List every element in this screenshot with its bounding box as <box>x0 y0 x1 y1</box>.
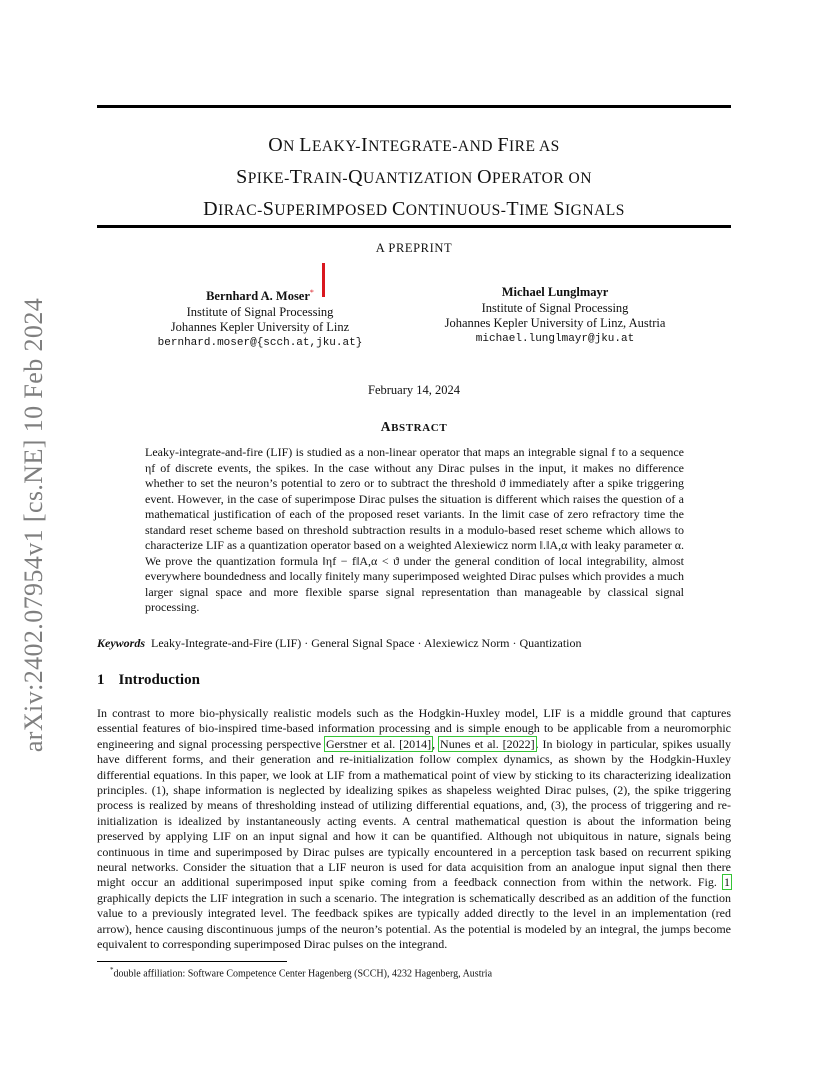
title-cap: S <box>553 198 566 220</box>
title-smallcaps: IGNALS <box>565 202 625 219</box>
section-title: Introduction <box>118 672 200 688</box>
title-rule-bottom <box>97 225 731 228</box>
abstract-heading-smallcaps: BSTRACT <box>391 422 448 434</box>
title-cap: S <box>236 166 248 188</box>
author-email: bernhard.moser@{scch.at,jku.at} <box>157 336 363 349</box>
intro-text: In contrast to more bio-physically realistic models such as the Hodgkin-Huxley model, LIF is a middle ground that captures essential features of bio-inspired time-based information processing and is simple enough to be applicable from a neuromorphic engineering and signal processing perspective <box>97 706 731 751</box>
title-line-2 <box>97 162 731 194</box>
author-name-text: Bernhard A. Moser <box>206 289 310 304</box>
title-cap: T <box>506 198 520 220</box>
author-block-2 <box>430 285 680 347</box>
keywords-line <box>97 636 731 651</box>
title-cap: T <box>289 166 303 188</box>
abstract-heading <box>97 419 731 435</box>
author-name <box>150 285 370 305</box>
arxiv-identifier-text: arXiv:2402.07954v1 [cs.NE] 10 Feb 2024 <box>19 297 49 753</box>
title-smallcaps: ONTINUOUS- <box>405 202 507 219</box>
author-block-1 <box>150 285 370 351</box>
footnote-link[interactable]: * <box>309 288 314 297</box>
arxiv-identifier <box>18 290 50 760</box>
title-cap: L <box>299 134 312 156</box>
title-smallcaps: IME <box>519 202 554 219</box>
author-name: Michael Lunglmayr <box>501 285 609 299</box>
title-cap: I <box>360 134 369 156</box>
footnote-rule <box>97 961 287 962</box>
title-smallcaps: NTEGRATE-AND <box>368 138 498 155</box>
abstract-heading-cap: A <box>380 419 392 434</box>
author-affiliation: Institute of Signal Processing <box>186 304 334 319</box>
title-smallcaps: EAKY- <box>311 138 361 155</box>
title-cap: S <box>262 198 275 220</box>
author-affiliation: Johannes Kepler University of Linz <box>170 320 350 335</box>
title-cap: D <box>203 198 219 220</box>
footnote <box>110 964 730 980</box>
section-number: 1 <box>97 672 105 688</box>
title-cap: O <box>268 134 284 156</box>
intro-text: , <box>432 736 440 751</box>
citation-link[interactable]: Gerstner et al. [2014] <box>325 736 432 751</box>
title-smallcaps: UPERIMPOSED <box>274 202 392 219</box>
title-smallcaps: N <box>283 138 300 155</box>
title-line-1 <box>97 130 731 162</box>
title-cap: F <box>497 134 509 156</box>
title-line-3 <box>97 194 731 226</box>
introduction-paragraph <box>97 706 731 953</box>
title-cap: O <box>477 166 493 188</box>
footnote-mark: * <box>110 966 114 974</box>
author-email: michael.lunglmayr@jku.at <box>475 332 635 345</box>
title-rule-top <box>97 105 731 108</box>
paper-title <box>97 130 731 226</box>
abstract-text: Leaky-integrate-and-fire (LIF) is studied as a non-linear operator that maps an integrable signal f to a sequence ηf of discrete events, the spikes. In the case without any Dirac pulses in the input, it makes no difference whether to set the neuron’s potential to zero or to subtract the threshold ϑ immediately after a spike triggering event. However, in the case of superimpose Dirac pulses the situation is different which raises the question of a mathematical justification of each of the proposed reset variants. In the limit case of zero refractory time the standard reset scheme based on threshold subtraction results in a modulo-based reset scheme which allows to characterize LIF as a quantization operator based on a weighted Alexiewicz norm ‖.‖A,α with leaky parameter α. We prove the quantization formula ‖ηf − f‖A,α < ϑ under the general condition of local integrability, almost everywhere boundedness and locally finitely many superimposed weighted Dirac pulses which provides a much larger signal space and more flexible sparse signal representation than manageable by classical signal processing. <box>145 445 684 614</box>
title-cap: C <box>391 198 406 220</box>
paper-date: February 14, 2024 <box>368 383 460 397</box>
figure-reference-link[interactable]: 1 <box>724 875 730 890</box>
citation-link[interactable]: Nunes et al. [2022] <box>440 736 535 751</box>
intro-text: graphically depicts the LIF integration in such a scenario. The integration is schematically described as an addition of the function value to a previously integrated level. The feedback spikes are typically added directly to the level in an implementation (red arrow), hence causing discontinuous jumps of the neuron’s potential. As the potential is modeled by an integral, the jumps become equivalent to corresponding superimposed Dirac pulses on the integrand. <box>97 890 731 952</box>
keywords-list: Leaky-Integrate-and-Fire (LIF) · General Signal Space · Alexiewicz Norm · Quantization <box>151 636 582 650</box>
footnote-text: double affiliation: Software Competence Center Hagenberg (SCCH), 4232 Hagenberg, Austria <box>113 968 493 980</box>
author-affiliation: Johannes Kepler University of Linz, Austria <box>444 316 666 330</box>
author-affiliation: Institute of Signal Processing <box>481 300 629 315</box>
section-heading <box>97 672 200 689</box>
title-smallcaps: RAIN- <box>302 170 349 187</box>
title-smallcaps: PIKE- <box>247 170 290 187</box>
preprint-label: A PREPRINT <box>375 241 453 255</box>
title-smallcaps: UANTIZATION <box>363 170 478 187</box>
title-smallcaps: IRE AS <box>508 138 560 155</box>
title-smallcaps: IRAC- <box>218 202 263 219</box>
keywords-label: Keywords <box>97 636 145 650</box>
title-cap: Q <box>348 166 364 188</box>
title-smallcaps: PERATOR ON <box>492 170 592 187</box>
intro-text: . In biology in particular, spikes usually have different forms, and their generation and re-initialization follow complex dynamics, as shown by the Hodgkin-Huxley differential equations. In this paper, we look at LIF from a mathematical point of view by sticking to its characterizing idealization principles. (1), shape information is neglected by idealizing spikes as shapeless weighted Dirac pulses, (2), the spike triggering process is realized by means of thresholding instead of utilizing differential equations, and, (3), the process of triggering and re-initialization is idealized by instantaneously acting events. A central mathematical question is about the information being preserved by applying LIF on an input signal and how it can be quantified. Although not ubiquitous in nature, signals being continuous in time and superimposed by Dirac pulses are typically encountered in a perception task based on recurrent spiking neural networks. Consider the situation that a LIF neuron is used for data acquisition from an analogue input signal then there might occur an additional superimposed input spike coming from a feedback connection from within the network. Fig. <box>97 736 732 890</box>
